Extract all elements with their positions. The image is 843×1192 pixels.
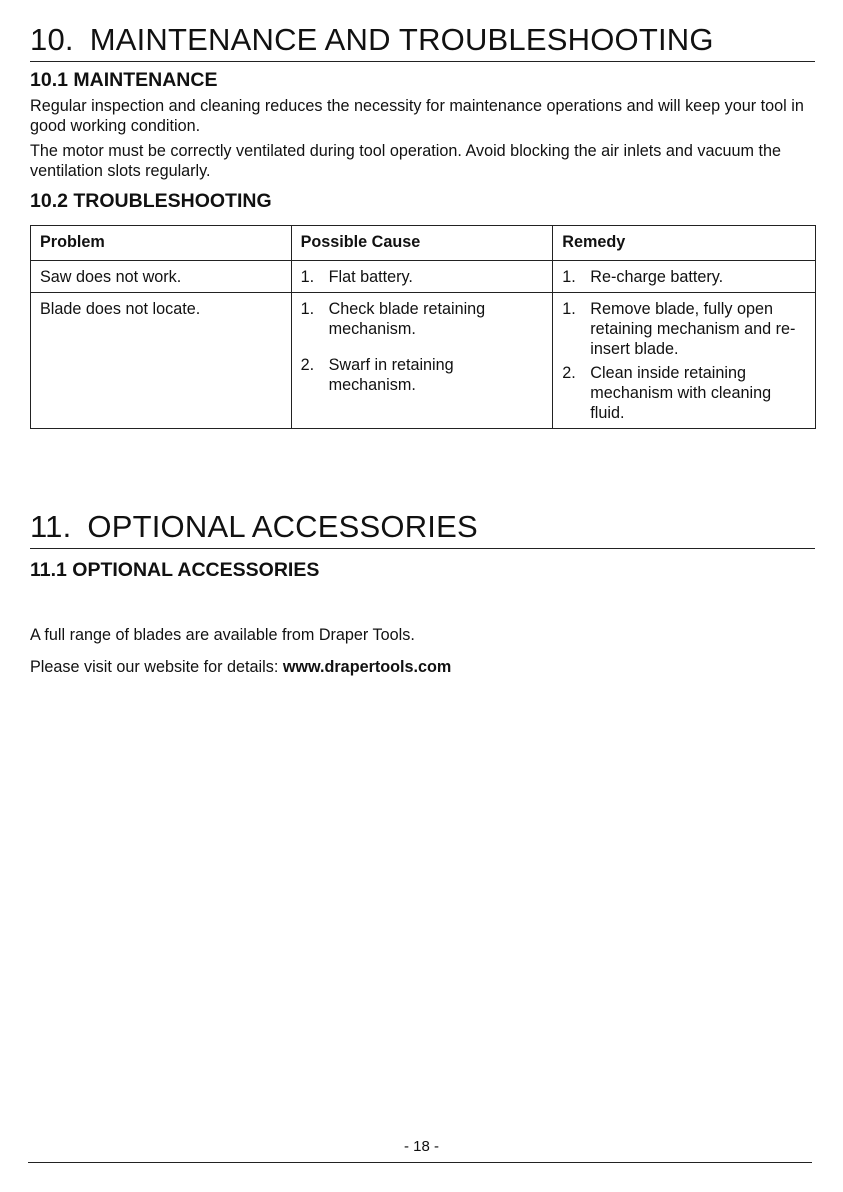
website-prefix: Please visit our website for details:	[30, 658, 283, 676]
list-item-number: 2.	[562, 364, 576, 382]
list-item-number: 2.	[300, 356, 315, 374]
list-item	[562, 267, 806, 287]
list-item	[562, 363, 806, 423]
remedy-cell	[553, 261, 816, 293]
maintenance-heading: 10.1 MAINTENANCE	[30, 69, 218, 91]
website-link[interactable]: www.drapertools.com	[282, 658, 452, 676]
table-row	[31, 261, 816, 293]
list-item-number: 1.	[562, 300, 576, 318]
list-item-text: Clean inside retaining mechanism with cleaning fluid.	[590, 364, 772, 422]
troubleshooting-heading: 10.2 TROUBLESHOOTING	[30, 190, 272, 212]
list-item	[301, 267, 544, 287]
list-item	[562, 299, 806, 359]
list-item-text: Flat battery.	[328, 268, 413, 286]
footer-divider	[28, 1162, 812, 1163]
section-10-number: 10.	[30, 22, 74, 57]
optional-accessories-heading: 11.1 OPTIONAL ACCESSORIES	[30, 559, 320, 581]
problem-cell: Saw does not work.	[31, 261, 292, 293]
column-header-problem: Problem	[31, 226, 292, 261]
list-item	[301, 299, 544, 339]
section-11-title: OPTIONAL ACCESSORIES	[87, 509, 478, 544]
blades-availability-text: A full range of blades are available from Draper Tools.	[30, 626, 415, 644]
list-item-text: Remove blade, fully open retaining mechanism and re-insert blade.	[590, 300, 796, 358]
list-item-text: Swarf in retaining mechanism.	[328, 356, 454, 394]
table-header-row	[31, 226, 816, 261]
list-item	[301, 355, 544, 395]
column-header-remedy: Remedy	[553, 226, 816, 261]
cause-cell	[291, 261, 553, 293]
list-item-text: Check blade retaining mechanism.	[328, 300, 486, 338]
list-item-number: 1.	[300, 268, 315, 286]
section-10-title: MAINTENANCE AND TROUBLESHOOTING	[89, 22, 714, 57]
maintenance-paragraph-2: The motor must be correctly ventilated during tool operation. Avoid blocking the air inlets and vacuum the ventilation slots regularly.	[30, 142, 782, 180]
maintenance-paragraph-1: Regular inspection and cleaning reduces the necessity for maintenance operations and will keep your tool in good working condition.	[30, 97, 804, 135]
list-item-text: Re-charge battery.	[590, 268, 724, 286]
section-11-heading	[30, 509, 815, 549]
website-text	[30, 657, 820, 677]
table-row	[31, 293, 816, 429]
section-11-number: 11.	[30, 509, 72, 544]
section-10-heading	[30, 22, 815, 62]
column-header-possible-cause: Possible Cause	[291, 226, 553, 261]
list-item-number: 1.	[300, 300, 315, 318]
cause-cell	[291, 293, 553, 429]
troubleshooting-table	[30, 225, 816, 429]
problem-cell: Blade does not locate.	[31, 293, 292, 429]
page-number: - 18 -	[403, 1138, 439, 1155]
remedy-cell	[553, 293, 816, 429]
list-item-number: 1.	[562, 268, 576, 286]
